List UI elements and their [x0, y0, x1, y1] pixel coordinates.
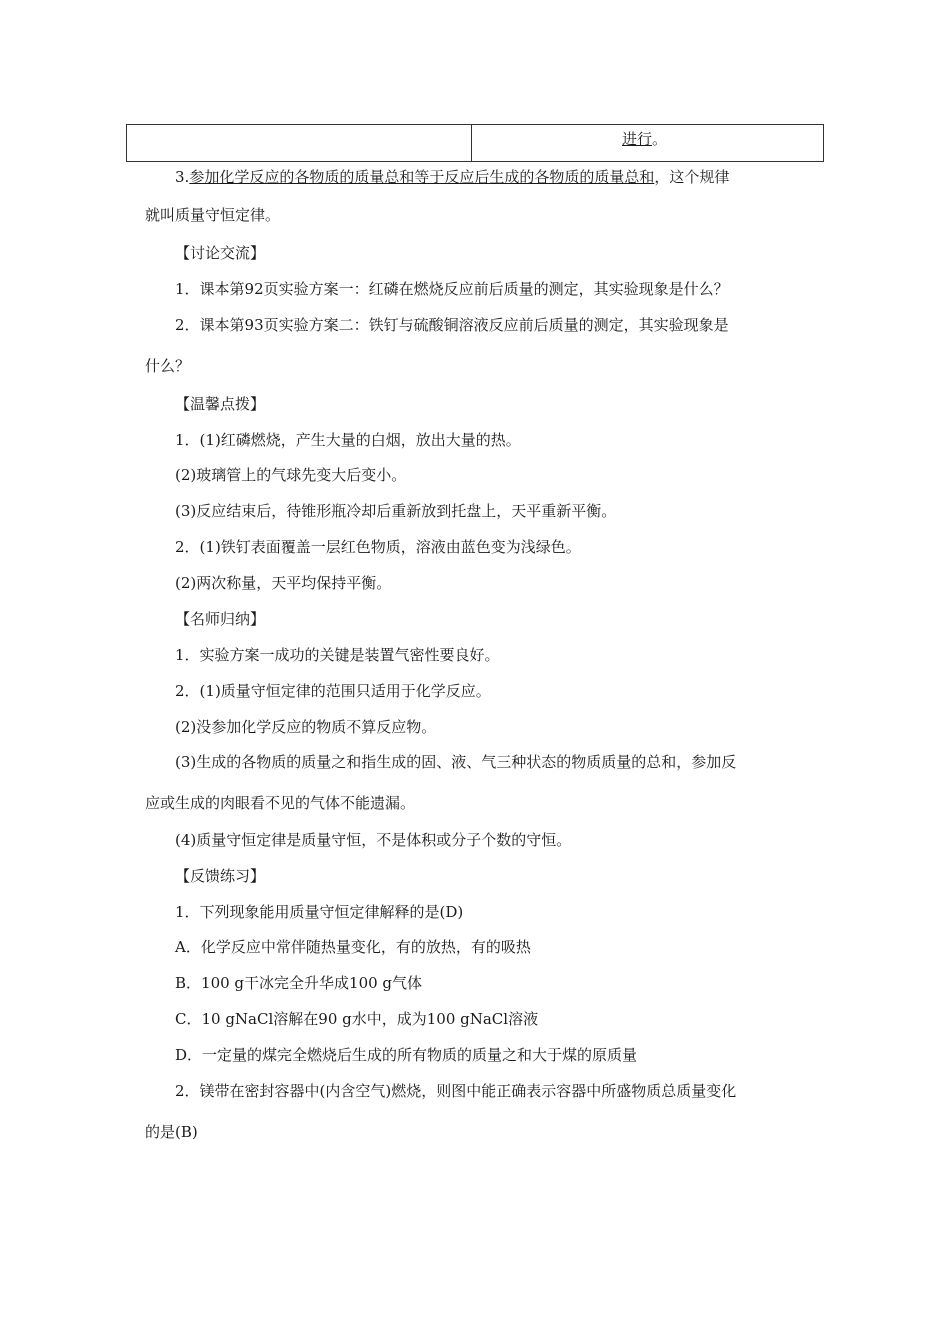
- law-line: [175, 167, 729, 187]
- summary-heading: 【名师归纳】: [175, 610, 266, 628]
- practice-q1: 1．下列现象能用质量守恒定律解释的是(D): [175, 903, 464, 921]
- summary-line-3: (2)没参加化学反应的物质不算反应物。: [175, 718, 437, 736]
- tips-line-4: 2．(1)铁钉表面覆盖一层红色物质，溶液由蓝色变为浅绿色。: [175, 538, 581, 556]
- discussion-heading: 【讨论交流】: [175, 244, 266, 262]
- summary-line-2: 2．(1)质量守恒定律的范围只适用于化学反应。: [175, 682, 491, 700]
- practice-heading: 【反馈练习】: [175, 867, 266, 885]
- summary-line-1: 1．实验方案一成功的关键是装置气密性要良好。: [175, 646, 500, 664]
- tips-line-3: (3)反应结束后，待锥形瓶冷却后重新放到托盘上，天平重新平衡。: [175, 502, 617, 520]
- tips-line-2: (2)玻璃管上的气球先变大后变小。: [175, 466, 407, 484]
- discussion-q2: 2．课本第93页实验方案二：铁钉与硫酸铜溶液反应前后质量的测定，其实验现象是: [175, 316, 729, 334]
- summary-line-4-cont: 应或生成的肉眼看不见的气体不能遗漏。: [145, 794, 416, 812]
- practice-q2-cont: 的是(B): [145, 1123, 198, 1141]
- summary-line-5: (4)质量守恒定律是质量守恒，不是体积或分子个数的守恒。: [175, 831, 572, 849]
- law-number: 3.: [175, 168, 190, 186]
- law-tail: ，这个规律: [654, 168, 730, 186]
- continuation-table: [126, 124, 824, 162]
- table-cell-left: [127, 125, 472, 162]
- practice-option-d: D．一定量的煤完全燃烧后生成的所有物质的质量之和大于煤的原质量: [175, 1046, 638, 1064]
- tips-line-5: (2)两次称量，天平均保持平衡。: [175, 574, 392, 592]
- practice-option-b: B．100 g干冰完全升华成100 g气体: [175, 974, 423, 992]
- discussion-q1: 1．课本第92页实验方案一：红磷在燃烧反应前后质量的测定，其实验现象是什么？: [175, 280, 729, 298]
- law-underlined: 参加化学反应的各物质的质量总和等于反应后生成的各物质的质量总和: [189, 168, 655, 186]
- discussion-q2-cont: 什么？: [145, 357, 191, 375]
- table-underlined-text: 进行: [622, 130, 653, 148]
- practice-q2: 2．镁带在密封容器中(内含空气)燃烧，则图中能正确表示容器中所盛物质总质量变化: [175, 1082, 737, 1100]
- tips-line-1: 1．(1)红磷燃烧，产生大量的白烟，放出大量的热。: [175, 431, 521, 449]
- law-line-cont: 就叫质量守恒定律。: [145, 206, 281, 224]
- practice-option-a: A．化学反应中常伴随热量变化，有的放热，有的吸热: [175, 938, 531, 956]
- table-cell-right: [472, 125, 824, 162]
- tips-heading: 【温馨点拨】: [175, 395, 266, 413]
- summary-line-4: (3)生成的各物质的质量之和指生成的固、液、气三种状态的物质质量的总和，参加反: [175, 753, 737, 771]
- practice-option-c: C．10 gNaCl溶解在90 g水中，成为100 gNaCl溶液: [175, 1010, 539, 1028]
- table-text-tail: 。: [652, 130, 668, 148]
